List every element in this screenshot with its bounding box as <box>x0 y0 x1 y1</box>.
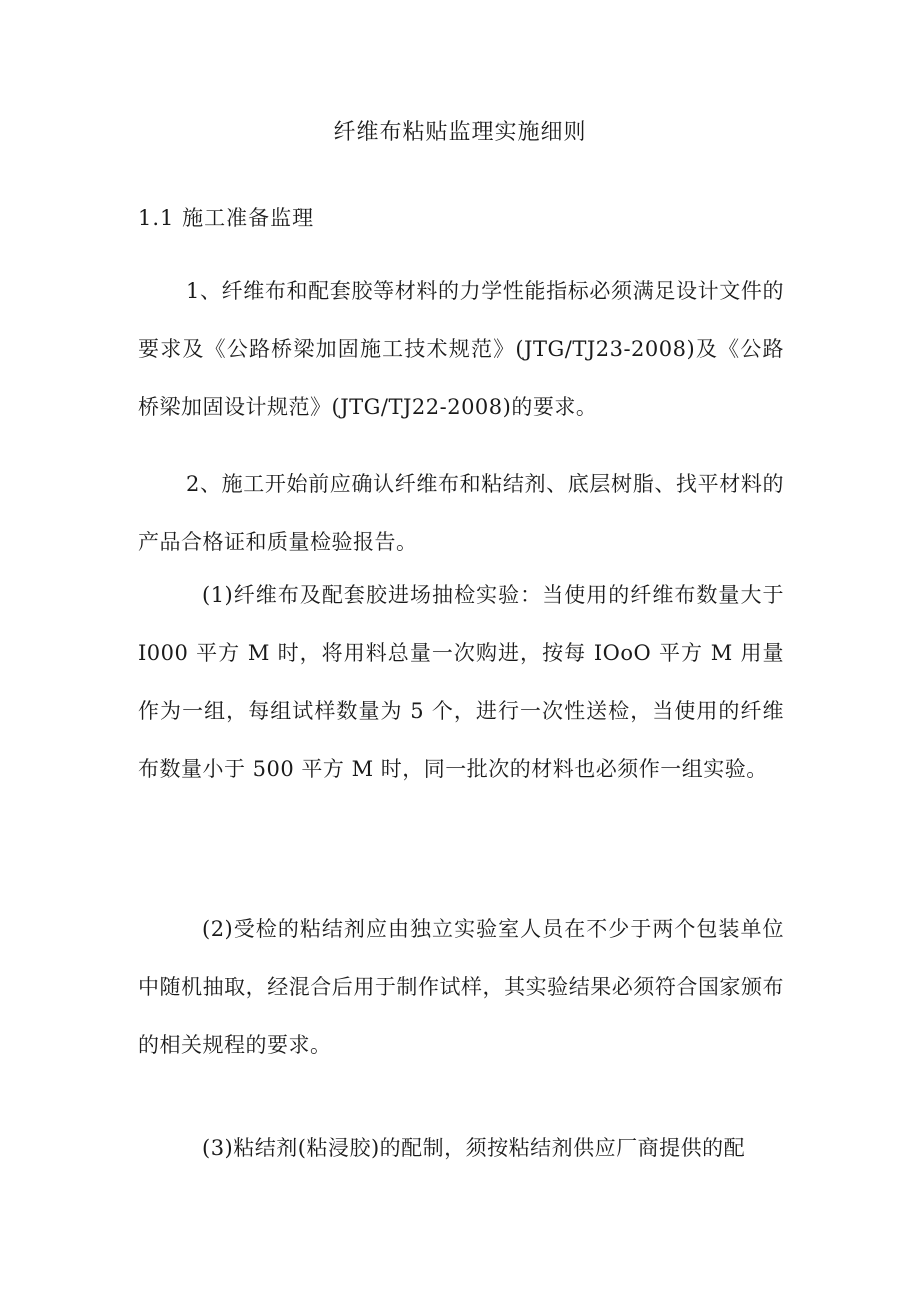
section-heading: 1.1 施工准备监理 <box>138 206 315 230</box>
paragraph-1: 1、纤维布和配套胶等材料的力学性能指标必须满足设计文件的要求及《公路桥梁加固施工技术规范》(JTG/TJ23-2008)及《公路桥梁加固设计规范》(JTG/TJ22-2008)的要求。 <box>138 279 784 419</box>
paragraph-4: (2)受检的粘结剂应由独立实验室人员在不少于两个包装单位中随机抽取，经混合后用于制作试样，其实验结果必须符合国家颁布的相关规程的要求。 <box>138 917 784 1057</box>
paragraph-3: (1)纤维布及配套胶进场抽检实验：当使用的纤维布数量大于 I000 平方 M 时，将用料总量一次购进，按每 IOoO 平方 M 用量作为一组，每组试样数量为 5 个，进行一次性送检，当使用的纤维布数量小于 500 平方 M 时，同一批次的材料也必须作一组实验。 <box>138 583 784 781</box>
paragraph-2: 2、施工开始前应确认纤维布和粘结剂、底层树脂、找平材料的产品合格证和质量检验报告。 <box>138 472 784 554</box>
document-title: 纤维布粘贴监理实施细则 <box>333 120 587 145</box>
paragraph-5: (3)粘结剂(粘浸胶)的配制，须按粘结剂供应厂商提供的配 <box>202 1136 746 1160</box>
